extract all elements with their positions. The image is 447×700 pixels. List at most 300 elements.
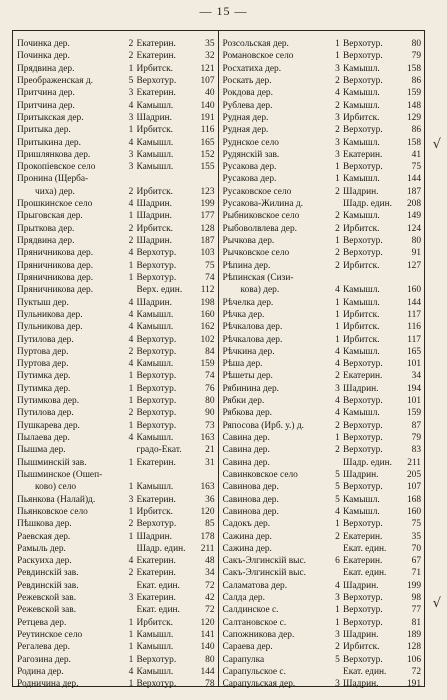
index-entry [17, 321, 215, 333]
entry-page: 35 [411, 531, 421, 542]
entry-name: Рябки дер. [222, 396, 265, 407]
entry-page: 199 [406, 580, 421, 591]
index-entry [223, 444, 422, 456]
entry-district: Верхотур. [343, 162, 383, 173]
entry-page: 158 [406, 137, 421, 148]
entry-number: 4 [128, 297, 134, 308]
entry-page: 116 [200, 125, 215, 136]
entry-page: 34 [411, 371, 421, 382]
entry-page: 159 [200, 359, 215, 370]
index-entry [17, 149, 215, 161]
entry-name: Пряничникова дер. [17, 272, 94, 283]
entry-number: 3 [335, 149, 340, 160]
index-entry [17, 543, 215, 555]
entry-number: 4 [335, 359, 340, 370]
entry-district: Ирбитск. [136, 125, 174, 136]
index-entry [17, 112, 215, 124]
entry-number: 5 [335, 469, 340, 480]
entry-number: 4 [335, 580, 340, 591]
entry-district: Верхотур. [343, 125, 383, 136]
index-entry [17, 124, 215, 136]
entry-number: 2 [128, 51, 134, 62]
entry-number: 5 [335, 654, 340, 665]
entry-name: Ретцева дер. [17, 617, 67, 628]
entry-number: 2 [335, 260, 340, 271]
entry-number: 4 [128, 137, 134, 148]
entry-page: 120 [200, 506, 215, 517]
entry-page: 121 [200, 63, 215, 74]
index-entry [17, 555, 215, 567]
entry-page: 80 [411, 236, 421, 246]
index-entry [223, 100, 422, 112]
index-entry [17, 75, 215, 87]
entry-page: 31 [205, 457, 215, 468]
index-entry [223, 580, 422, 592]
entry-district: Екатерин. [343, 531, 383, 542]
entry-name: Притчина дер. [17, 88, 75, 99]
index-entry [223, 50, 422, 62]
entry-page: 155 [200, 162, 215, 173]
entry-page: 123 [200, 186, 215, 197]
entry-district: Камышл. [136, 359, 174, 370]
entry-number: 4 [128, 334, 134, 345]
index-entry [17, 641, 215, 653]
entry-district: Екатерин. [136, 593, 176, 604]
entry-district: Верхотур. [343, 605, 383, 616]
entry-page: 90 [205, 408, 215, 419]
entry-page: 160 [200, 309, 215, 320]
entry-number: 2 [335, 100, 340, 111]
entry-number: 3 [335, 112, 340, 123]
index-entry [17, 420, 215, 432]
entry-page: 86 [411, 75, 421, 86]
entry-name: Рѣчкина дер. [222, 346, 275, 357]
entry-district: Верхотур. [136, 519, 177, 530]
entry-name: Сакъ-Элгинскiй выс. [222, 568, 306, 579]
entry-name: Рѣпина дер. [222, 260, 271, 271]
entry-name: Реутинское село [17, 630, 83, 640]
entry-page: 48 [205, 556, 215, 567]
entry-page: 205 [406, 469, 421, 480]
entry-name: Рычковское село [222, 248, 290, 259]
entry-name: Рѣпинская (Сизи- [222, 272, 294, 283]
index-entry [223, 284, 422, 296]
entry-page: 129 [406, 112, 421, 123]
entry-name: Сараева дер. [222, 642, 273, 653]
index-entry [17, 186, 215, 198]
entry-district: Шадрин. [136, 112, 172, 123]
entry-district: Камышл. [343, 100, 380, 111]
entry-district: Ирбитск. [136, 617, 174, 628]
entry-district: Шадрин. [343, 630, 379, 640]
entry-name: Пылаева дер. [17, 433, 70, 443]
index-entry [17, 260, 215, 272]
entry-number: 4 [128, 433, 134, 443]
entry-number: 1 [128, 457, 134, 468]
entry-page: 152 [200, 149, 215, 160]
index-entry [17, 592, 215, 604]
entry-number: 1 [335, 297, 340, 308]
index-entry [223, 469, 422, 481]
entry-page: 106 [406, 654, 421, 665]
entry-page: 42 [205, 593, 215, 604]
entry-number: 3 [335, 679, 340, 690]
index-entry [17, 666, 215, 678]
entry-page: 83 [411, 445, 421, 456]
entry-page: 70 [411, 543, 421, 554]
entry-number: 1 [128, 617, 134, 628]
entry-number: 1 [128, 506, 134, 517]
entry-name: Путилова дер. [17, 408, 74, 419]
entry-number: 1 [128, 679, 134, 690]
entry-name: Починка дер. [17, 51, 70, 62]
entry-name: Пушкарева дер. [17, 420, 80, 431]
entry-name: кова) дер. [240, 285, 280, 296]
entry-number: 1 [335, 174, 340, 185]
entry-number: 1 [335, 334, 340, 345]
index-entry [17, 346, 215, 358]
left-column [13, 31, 219, 690]
entry-page: 75 [205, 260, 215, 271]
index-entry [223, 309, 422, 321]
entry-name: Роскать дер. [222, 75, 272, 86]
entry-number: 3 [335, 383, 340, 394]
index-table [12, 30, 425, 690]
entry-number: 2 [335, 248, 340, 259]
index-entry [223, 567, 422, 579]
entry-name: Пряничникова дер. [17, 285, 94, 296]
entry-name: Регалева дер. [17, 642, 70, 653]
entry-name: чиха) дер. [35, 186, 75, 197]
entry-name: Пышминское (Ошеп- [17, 469, 103, 480]
entry-page: 21 [205, 445, 215, 456]
entry-name: Путимкова дер. [17, 396, 80, 407]
entry-district: Камышл. [136, 100, 174, 111]
index-entry [17, 63, 215, 75]
entry-district: Верхотур. [136, 396, 177, 407]
entry-name: Садокъ дер. [222, 519, 271, 530]
entry-district: Камышл. [136, 149, 174, 160]
index-entry [17, 629, 215, 641]
entry-name: Рѣчелка дер. [222, 297, 274, 308]
index-entry [17, 370, 215, 382]
entry-name: Пуртова дер. [17, 359, 69, 370]
index-entry [223, 641, 422, 653]
entry-number: 4 [128, 199, 134, 210]
entry-name: Притыкская дер. [17, 112, 84, 123]
entry-number: 2 [128, 186, 134, 197]
entry-name: Рыбниковское село [222, 211, 300, 222]
entry-number: 2 [335, 420, 340, 431]
entry-district: Ирбитск. [136, 186, 174, 197]
index-entry [17, 173, 215, 185]
entry-name: Рѣчкалова дер. [222, 334, 283, 345]
entry-number: 3 [128, 494, 134, 505]
entry-district: Верхотур. [343, 445, 383, 456]
entry-page: 98 [411, 593, 421, 604]
entry-name: Рудянскiй зав. [222, 149, 280, 160]
entry-name: Савина дер. [222, 445, 270, 456]
entry-page: 74 [205, 371, 215, 382]
entry-page: 103 [200, 248, 215, 259]
entry-district: Камышл. [343, 346, 380, 357]
entry-district: Верхотур. [136, 248, 177, 259]
entry-district: Верхотур. [343, 75, 383, 86]
entry-district: Екат. един. [136, 605, 180, 616]
entry-name: Пряничникова дер. [17, 248, 94, 259]
entry-number: 3 [335, 593, 340, 604]
entry-name: Прядвина дер. [17, 63, 75, 74]
entry-page: 144 [406, 297, 421, 308]
index-entry [223, 358, 422, 370]
index-entry [223, 666, 422, 678]
entry-page: 117 [407, 334, 421, 345]
entry-district: Верхотур. [136, 260, 177, 271]
entry-name: Рублева дер. [222, 100, 273, 111]
entry-district: Верх. един. [136, 285, 183, 296]
entry-number: 1 [128, 272, 134, 283]
entry-name: Пульникова дер. [17, 322, 83, 333]
entry-district: Шадр. един. [343, 457, 392, 468]
entry-name: Сакъ-Элгинскiй выс. [222, 556, 306, 567]
index-entry [17, 334, 215, 346]
index-entry [223, 112, 422, 124]
entry-number: 4 [335, 346, 340, 357]
entry-district: Верхотур. [136, 272, 177, 283]
entry-name: Путилова дер. [17, 334, 74, 345]
entry-district: Верхотур. [136, 346, 177, 357]
entry-number: 3 [335, 137, 340, 148]
entry-page: 72 [205, 605, 215, 616]
entry-number: 4 [335, 285, 340, 296]
index-entry [223, 38, 422, 50]
entry-name: Русаковское село [222, 186, 292, 197]
entry-page: 72 [205, 580, 215, 591]
entry-district: Верхотур. [136, 408, 177, 419]
entry-page: 144 [406, 174, 421, 185]
index-entry [223, 334, 422, 346]
index-entry [223, 137, 422, 149]
entry-number: 2 [335, 125, 340, 136]
index-entry [17, 161, 215, 173]
entry-name: Русакова дер. [222, 162, 277, 173]
entry-page: 80 [205, 654, 215, 665]
index-entry [223, 592, 422, 604]
entry-number: 1 [128, 371, 134, 382]
entry-page: 36 [205, 494, 215, 505]
entry-page: 79 [411, 51, 421, 62]
entry-page: 163 [200, 482, 215, 493]
entry-district: Ирбитск. [136, 63, 174, 74]
entry-name: Притыка дер. [17, 125, 71, 136]
entry-district: Верхотур. [343, 236, 383, 246]
entry-page: 165 [406, 346, 421, 357]
entry-name: Рыбоволвлева дер. [222, 223, 297, 234]
entry-name: Родничина дер. [17, 679, 79, 690]
entry-number: 1 [128, 383, 134, 394]
entry-district: Верхотур. [343, 433, 383, 443]
entry-name: Сажина дер. [222, 531, 272, 542]
handwritten-check-mark: √ [432, 596, 441, 611]
entry-name: Русакова-Жилина д. [222, 199, 303, 210]
index-entry [17, 654, 215, 666]
entry-number: 6 [335, 556, 340, 567]
entry-name: Салтановское с. [222, 617, 287, 628]
index-entry [17, 100, 215, 112]
entry-district: Ирбитск. [136, 506, 174, 517]
entry-number: 1 [128, 125, 134, 136]
entry-page: 178 [200, 531, 215, 542]
index-entry [17, 50, 215, 62]
entry-name: Савина дер. [222, 457, 270, 468]
entry-page: 208 [406, 199, 421, 210]
entry-page: 101 [406, 396, 421, 407]
entry-district: Верхотур. [343, 482, 383, 493]
index-entry [17, 407, 215, 419]
entry-district: Ирбитск. [343, 260, 380, 271]
entry-number: 2 [128, 346, 134, 357]
entry-number: 1 [128, 482, 134, 493]
entry-district: Камышл. [343, 408, 380, 419]
index-entry [17, 617, 215, 629]
entry-number: 4 [128, 248, 134, 259]
index-entry [17, 137, 215, 149]
entry-page: 76 [205, 383, 215, 394]
entry-district: Камышл. [136, 482, 174, 493]
entry-number: 2 [128, 408, 134, 419]
entry-page: 41 [411, 149, 421, 160]
entry-name: Пряничникова дер. [17, 260, 94, 271]
entry-name: Рудная дер. [222, 112, 269, 123]
entry-district: Ирбитск. [136, 223, 174, 234]
index-entry [223, 346, 422, 358]
entry-district: Верхотур. [136, 371, 177, 382]
entry-district: Камышл. [136, 137, 174, 148]
index-entry [223, 629, 422, 641]
entry-name: Русакова дер. [222, 174, 277, 185]
entry-number: 1 [335, 519, 340, 530]
entry-district: Шадрин. [343, 383, 379, 394]
index-entry [223, 506, 422, 518]
entry-district: Шадрин. [136, 236, 172, 246]
handwritten-check-mark: √ [432, 137, 441, 152]
entry-page: 191 [406, 679, 421, 690]
entry-district: Екатерин. [343, 371, 383, 382]
entry-number: 2 [128, 39, 134, 49]
index-entry [17, 87, 215, 99]
entry-name: Притыкина дер. [17, 137, 81, 148]
entry-number: 2 [335, 642, 340, 653]
entry-name: Рамыль дер. [17, 543, 66, 554]
entry-page: 189 [406, 630, 421, 640]
entry-district: Верхотур. [343, 39, 383, 49]
entry-district: Ирбитск. [343, 223, 380, 234]
index-entry [223, 383, 422, 395]
index-entry [223, 555, 422, 567]
index-entry [17, 531, 215, 543]
entry-number: 3 [128, 88, 134, 99]
entry-number: 1 [128, 396, 134, 407]
entry-name: Рагозина дер. [17, 654, 71, 665]
entry-name: Савинова дер. [222, 494, 279, 505]
entry-number: 3 [128, 149, 134, 160]
entry-page: 168 [406, 494, 421, 505]
entry-district: Екатерин. [136, 39, 176, 49]
entry-district: Камышл. [136, 666, 174, 677]
entry-name: Раевская дер. [17, 531, 71, 542]
index-entry [223, 395, 422, 407]
entry-page: 71 [411, 568, 421, 579]
entry-page: 149 [406, 211, 421, 222]
entry-name: Режевской зав. [17, 605, 77, 616]
index-entry [223, 457, 422, 469]
index-entry [17, 567, 215, 579]
entry-page: 198 [200, 297, 215, 308]
entry-name: Сарапулка [222, 654, 265, 665]
index-entry [223, 186, 422, 198]
entry-number: 5 [128, 75, 134, 86]
entry-district: Шадрин. [136, 211, 172, 222]
entry-number: 1 [128, 260, 134, 271]
entry-district: Ирбитск. [343, 334, 380, 345]
entry-number: 1 [335, 617, 340, 628]
entry-number: 5 [335, 482, 340, 493]
index-entry [223, 198, 422, 210]
index-entry [17, 457, 215, 469]
entry-page: 80 [411, 39, 421, 49]
entry-district: Камышл. [343, 285, 380, 296]
entry-district: Камышл. [343, 494, 380, 505]
entry-page: 112 [200, 285, 215, 296]
index-entry [223, 531, 422, 543]
index-entry [223, 173, 422, 185]
entry-page: 128 [200, 223, 215, 234]
index-entry [17, 383, 215, 395]
entry-page: 199 [200, 199, 215, 210]
entry-district: Екатерин. [136, 556, 176, 567]
entry-number: 2 [128, 519, 134, 530]
entry-name: Прошкинское село [17, 199, 93, 210]
entry-name: Прокопiевское село [17, 162, 96, 173]
entry-page: 148 [406, 100, 421, 111]
entry-district: Шадрин. [136, 531, 172, 542]
entry-number: 1 [128, 642, 134, 653]
entry-name: Рябинина дер. [222, 383, 279, 394]
entry-name: Раскуиха дер. [17, 556, 72, 567]
index-entry [223, 654, 422, 666]
entry-district: Верхотур. [343, 396, 383, 407]
entry-page: 78 [205, 679, 215, 690]
entry-number: 1 [335, 51, 340, 62]
entry-number: 1 [335, 162, 340, 173]
entry-district: Камышл. [343, 137, 380, 148]
entry-number: 1 [335, 39, 340, 49]
entry-name: Пѣшкова дер. [17, 519, 72, 530]
index-entry [17, 247, 215, 259]
index-entry [223, 678, 422, 690]
entry-number: 1 [335, 236, 340, 246]
entry-page: 107 [200, 75, 215, 86]
entry-name: Пьянковское село [17, 506, 88, 517]
index-entry [17, 272, 215, 284]
entry-district: Верхотур. [136, 679, 177, 690]
entry-page: 75 [411, 519, 421, 530]
entry-page: 79 [411, 433, 421, 443]
index-entry [223, 543, 422, 555]
entry-number: 2 [335, 371, 340, 382]
entry-number: 1 [335, 309, 340, 320]
entry-name: Савинова дер. [222, 506, 279, 517]
